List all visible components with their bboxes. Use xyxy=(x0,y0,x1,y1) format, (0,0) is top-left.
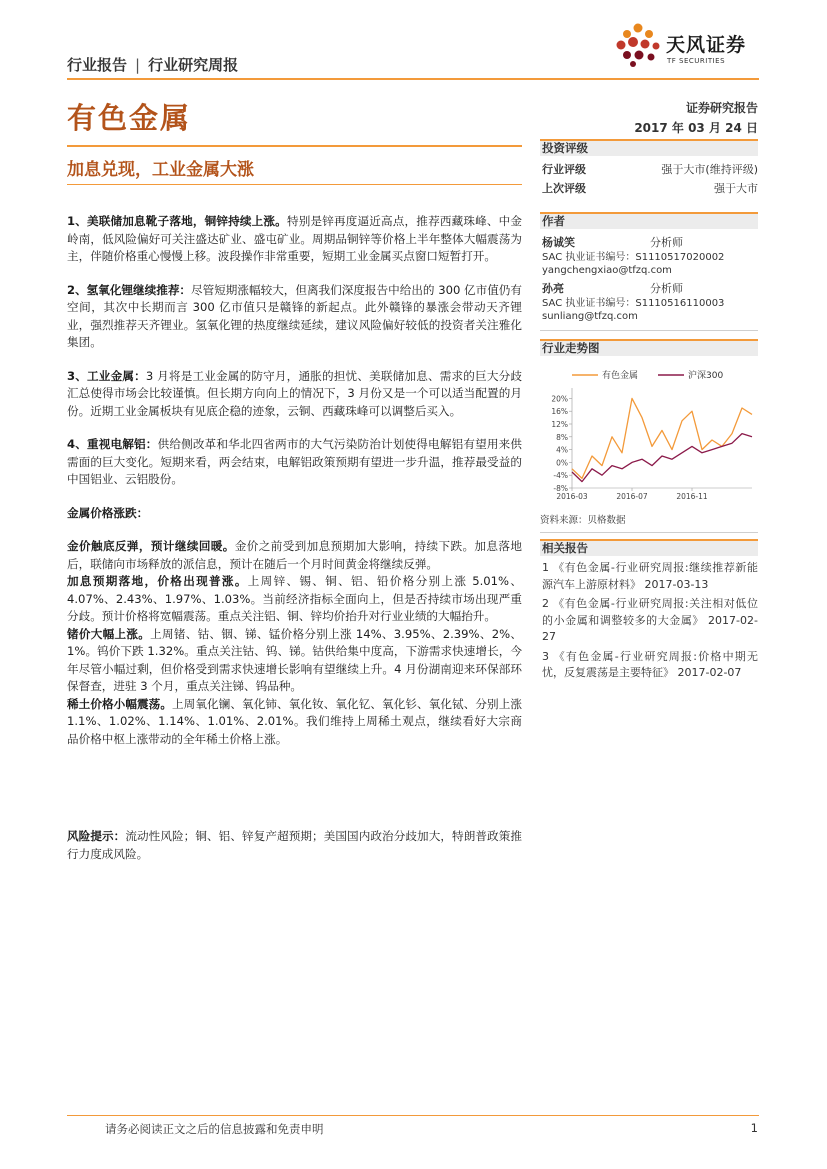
sidebar-divider xyxy=(540,330,758,331)
y-tick-label: 0% xyxy=(556,458,568,468)
authors-section-title: 作者 xyxy=(540,212,758,229)
industry-rating-value: 强于大市(维持评级) xyxy=(661,163,758,176)
rating-section-title: 投资评级 xyxy=(540,139,758,156)
breadcrumb-separator: | xyxy=(135,56,141,74)
paragraph-text: 金价之前受到加息预期加大影响，持续下跌。加息落地后，联储向市场释放的派信息，预计在随后一个月时间黄金将继续反弹。 xyxy=(67,539,522,571)
paragraph-copper-zinc xyxy=(67,213,522,266)
paragraph-text: 上周锌、锡、铜、铝、铅价格分别上涨 5.01%、4.07%、2.43%、1.97%、1.03%。当前经济指标全面向上，但是否持续市场出现严重分歧。预计价格将宽幅震荡。重点关注铝、铜、锌均价抬升对行业业绩的大幅抬升。 xyxy=(67,574,522,623)
headline: 加息兑现，工业金属大涨 xyxy=(67,160,254,180)
analyst-certificate: SAC 执业证书编号：S1110516110003 xyxy=(542,297,725,309)
y-tick-label: 16% xyxy=(551,407,568,417)
y-tick-label: 12% xyxy=(551,420,568,429)
paragraph-heading: 稀土价格小幅震荡。 xyxy=(67,696,173,711)
paragraph-text: 上周锗、钴、铟、锑、锰价格分别上涨 14%、3.95%、2.39%、2%、1%。钨价下跌 1.32%。重点关注钴、钨、锑。钴供给集中度高，下游需求快速增长，今年尽管小幅过剩，但价格受到需求快速增长影响有望继续上升。4 月份湖南迎来环保部环保督查，进驻 3 个月，重点关注锑、钨品种。 xyxy=(67,626,522,693)
logo-mark-icon xyxy=(612,22,662,68)
paragraph-heading: 风险提示： xyxy=(67,829,126,843)
paragraph-text: 尽管短期涨幅较大，但离我们深度报告中给出的 300 亿市值仍有空间，其次中长期而言 300 亿市值只是赣锋的新起点。此外赣锋的暴涨会带动天齐锂业，强烈推荐天齐锂业。氢氧化锂的热度继续延续，建议风险偏好较低的投资者关注雅化集团。 xyxy=(67,282,522,349)
header-divider xyxy=(67,78,759,80)
industry-rating-label: 行业评级 xyxy=(542,163,586,176)
analyst-card xyxy=(542,236,758,278)
previous-rating xyxy=(542,180,758,196)
sidebar-divider xyxy=(540,532,758,533)
y-tick-label: 8% xyxy=(556,432,568,442)
paragraph-base-metals xyxy=(67,573,522,626)
analyst-role: 分析师 xyxy=(650,282,683,295)
paragraph-rare-earth xyxy=(67,696,522,749)
paragraph-text: 特别是锌再度逼近高点，推荐西藏珠峰、中金岭南，低风险偏好可关注盛达矿业、盛屯矿业。周期品铜锌等价格上半年整体大幅震荡为主，伴随价格重心慢慢上移。波段操作非常重要，短期工业金属买点窗口短暂打开。 xyxy=(67,214,522,263)
paragraph-text: 供给侧改革和华北四省两市的大气污染防治计划使得电解铝有望用来供需面的巨大变化。短期来看，两会结束，电解铝政策预期有望进一步升温，推荐最受益的中国铝业、云铝股份。 xyxy=(67,437,522,486)
report-body xyxy=(67,213,522,863)
breadcrumb-report-series: 行业研究周报 xyxy=(148,56,239,74)
breadcrumb xyxy=(67,54,238,75)
paragraph-heading: 金价触底反弹，预计继续回暖。 xyxy=(67,539,235,553)
paragraph-minor-metals xyxy=(67,626,522,696)
paragraph-heading: 锗价大幅上涨。 xyxy=(67,626,151,641)
analyst-email[interactable]: yangchengxiao@tfzq.com xyxy=(542,265,672,276)
industry-trend-chart xyxy=(540,364,758,504)
logo-subtitle: TF SECURITIES xyxy=(667,57,726,65)
previous-rating-value: 强于大市 xyxy=(714,182,758,195)
headline-divider-bottom xyxy=(67,184,522,185)
paragraph-lithium xyxy=(67,282,522,352)
industry-rating xyxy=(542,161,758,177)
analyst-email[interactable]: sunliang@tfzq.com xyxy=(542,311,638,322)
paragraph-heading: 2、氢氧化锂继续推荐： xyxy=(67,282,192,297)
paragraph-text: 3 月将是工业金属的防守月，通胀的担忧、美联储加息、需求的巨大分歧汇总使得市场会比较谨慎。但长期方向向上的情况下，3 月份又是一个可以适当配置的月份。近期工业金属板块有见底企稳的迹象，云铜、西藏珠峰可以调整后买入。 xyxy=(67,368,522,418)
chart-source: 资料来源：贝格数据 xyxy=(540,515,626,526)
section-title-metal-prices: 金属价格涨跌： xyxy=(67,505,149,520)
paragraph-risk xyxy=(67,828,522,863)
headline-divider-top xyxy=(67,145,522,147)
paragraph-heading: 1、美联储加息靴子落地，铜锌持续上涨。 xyxy=(67,214,287,228)
previous-rating-label: 上次评级 xyxy=(542,182,586,195)
analyst-role: 分析师 xyxy=(650,236,683,249)
report-type: 证券研究报告 xyxy=(685,101,758,115)
analyst-name: 杨诚笑 xyxy=(542,236,575,249)
y-tick-label: 20% xyxy=(551,394,568,404)
paragraph-text: 流动性风险；铜、铝、锌复产超预期；美国国内政治分歧加大，特朗普政策推行力度成风险。 xyxy=(67,829,522,861)
y-tick-label: -4% xyxy=(553,471,568,481)
y-tick-label: -8% xyxy=(553,484,568,493)
x-tick-label: 2016-03 xyxy=(556,492,588,501)
paragraph-gold xyxy=(67,538,522,573)
paragraph-text: 上周氧化镧、氧化铈、氧化钕、氧化钇、氧化钐、氧化铽、分别上涨 1.1%、1.02%、1.14%、1.01%、2.01%。我们维持上周稀土观点，继续看好大宗商品价格中枢上涨带动的全年稀土价格上涨。 xyxy=(67,696,522,746)
page-number: 1 xyxy=(750,1121,758,1135)
x-tick-label: 2016-11 xyxy=(676,492,708,501)
x-tick-label: 2016-07 xyxy=(616,492,648,501)
sector-title: 有色金属 xyxy=(67,101,192,135)
paragraph-heading: 加息预期落地，价格出现普涨。 xyxy=(67,574,248,588)
footer-disclaimer: 请务必阅读正文之后的信息披露和免责申明 xyxy=(105,1122,324,1136)
related-report-item[interactable]: 3 《有色金属-行业研究周报:价格中期无忧，反复震荡是主要特征》 2017-02-07 xyxy=(542,649,758,679)
paragraph-industrial-metals xyxy=(67,368,522,421)
analyst-name: 孙亮 xyxy=(542,282,564,295)
related-report-item[interactable]: 1 《有色金属-行业研究周报:继续推荐新能源汽车上游原材料》 2017-03-13 xyxy=(542,561,758,591)
series-line-nonferrous xyxy=(572,398,752,478)
series-line-csi300 xyxy=(572,434,752,482)
related-reports-list xyxy=(542,560,758,685)
paragraph-heading: 3、工业金属： xyxy=(67,368,146,383)
related-report-item[interactable]: 2 《有色金属-行业研究周报:关注相对低位的小金属和调整较多的大金属》 2017-02-27 xyxy=(542,597,758,643)
paragraph-heading: 4、重视电解铝： xyxy=(67,437,158,451)
report-date: 2017 年 03 月 24 日 xyxy=(634,121,758,135)
logo-name: 天风证券 xyxy=(666,34,747,56)
legend-label: 沪深300 xyxy=(688,371,724,381)
related-section-title: 相关报告 xyxy=(540,539,758,556)
footer-divider xyxy=(67,1115,759,1116)
legend-label: 有色金属 xyxy=(602,371,639,381)
trend-section-title: 行业走势图 xyxy=(540,339,758,356)
analyst-card xyxy=(542,282,758,324)
paragraph-aluminum xyxy=(67,436,522,489)
y-tick-label: 4% xyxy=(556,445,568,455)
company-logo xyxy=(612,22,760,68)
analyst-certificate: SAC 执业证书编号：S1110517020002 xyxy=(542,251,725,263)
breadcrumb-report-type: 行业报告 xyxy=(67,56,128,74)
